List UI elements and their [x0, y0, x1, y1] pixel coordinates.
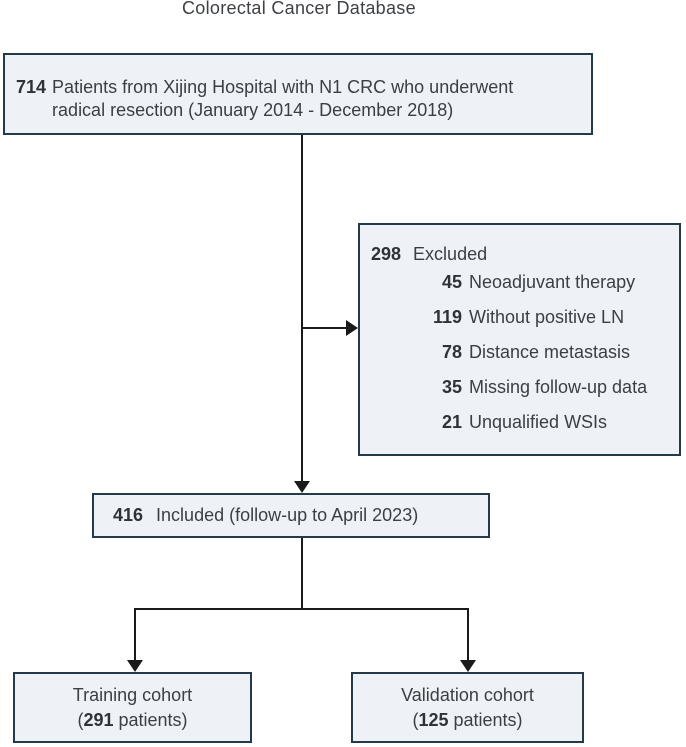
excluded-count: 298 — [371, 244, 402, 264]
excluded-reason-row — [371, 265, 679, 300]
source-text-row — [16, 76, 591, 122]
validation-paren-rest: patients) — [448, 709, 523, 730]
connector-to-excluded — [302, 327, 348, 329]
arrowhead-into-training-icon — [127, 660, 143, 672]
reason-count: 119 — [432, 307, 462, 327]
page-title: Colorectal Cancer Database — [182, 0, 416, 18]
reason-label: Neoadjuvant therapy — [469, 272, 636, 292]
node-excluded — [358, 223, 681, 456]
connector-source-to-included — [301, 135, 303, 482]
arrowhead-into-excluded-icon — [346, 320, 358, 336]
node-source-patients — [3, 53, 593, 135]
validation-paren-open: ( — [412, 709, 419, 730]
reason-label: Without positive LN — [469, 307, 625, 327]
node-included — [92, 493, 490, 538]
node-training-cohort — [13, 672, 252, 743]
training-paren-open: ( — [77, 709, 84, 730]
training-label: Training cohort — [72, 684, 193, 705]
included-label: Included (follow-up to April 2023) — [156, 505, 419, 525]
reason-count: 78 — [441, 342, 462, 362]
source-count: 714 — [16, 77, 47, 97]
excluded-reasons-list — [371, 265, 679, 440]
source-description-line2: radical resection (January 2014 - December 2018) — [52, 100, 454, 120]
connector-to-training — [134, 610, 136, 661]
excluded-reason-row — [371, 370, 679, 405]
arrowhead-into-validation-icon — [460, 660, 476, 672]
source-description-line1: Patients from Xijing Hospital with N1 CRC who underwent — [52, 77, 514, 97]
training-count: 291 — [83, 709, 114, 730]
arrowhead-into-included-icon — [294, 481, 310, 493]
connector-included-to-split — [301, 538, 303, 608]
excluded-label: Excluded — [413, 244, 488, 264]
reason-count: 21 — [441, 412, 462, 432]
reason-count: 45 — [441, 272, 462, 292]
excluded-reason-row — [371, 335, 679, 370]
node-validation-cohort — [351, 672, 584, 743]
included-count: 416 — [113, 505, 144, 525]
reason-count: 35 — [441, 377, 462, 397]
excluded-reason-row — [371, 405, 679, 440]
reason-label: Unqualified WSIs — [469, 412, 608, 432]
validation-label: Validation cohort — [401, 684, 534, 705]
training-paren-rest: patients) — [113, 709, 188, 730]
excluded-reason-row — [371, 300, 679, 335]
validation-count: 125 — [418, 709, 449, 730]
excluded-header — [371, 243, 679, 265]
source-description — [52, 76, 513, 122]
training-count-line — [77, 708, 187, 733]
validation-count-line — [412, 708, 522, 733]
reason-label: Distance metastasis — [469, 342, 631, 362]
connector-split-bar — [134, 608, 469, 610]
connector-to-validation — [467, 610, 469, 661]
reason-label: Missing follow-up data — [469, 377, 648, 397]
